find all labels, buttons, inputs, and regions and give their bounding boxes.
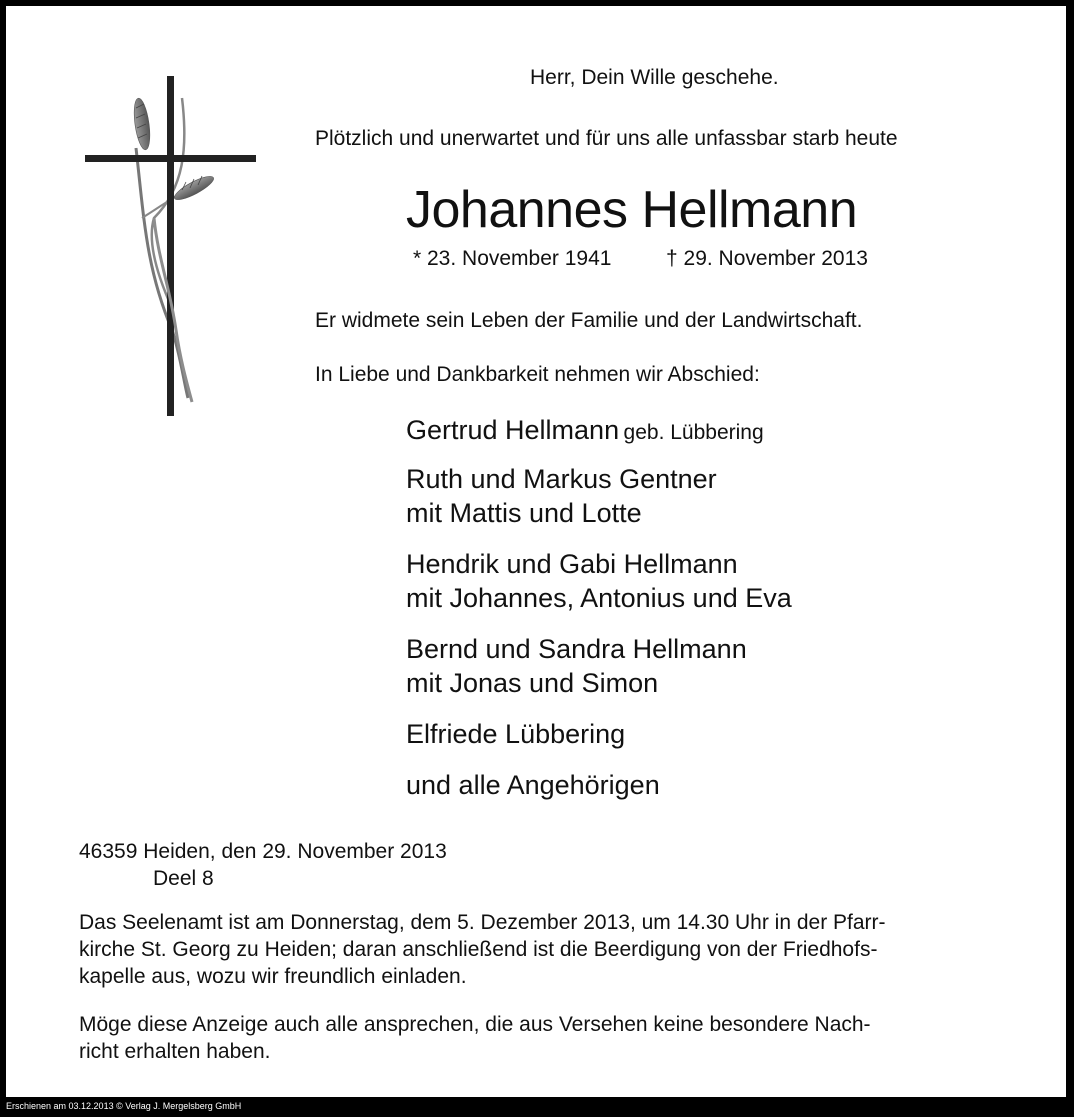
mourner-others: und alle Angehörigen — [406, 770, 660, 800]
service-line1: Das Seelenamt ist am Donnerstag, dem 5. Dezember 2013, um 14.30 Uhr in der Pfarr- — [79, 911, 886, 934]
mourner-bernd-line2: mit Jonas und Simon — [406, 668, 659, 698]
note-line2: richt erhalten haben. — [79, 1040, 271, 1063]
mourner-gertrud-maiden: geb. Lübbering — [623, 421, 764, 444]
death-date: † 29. November 2013 — [666, 247, 868, 270]
birth-date: * 23. November 1941 — [413, 247, 612, 270]
address-line2: Deel 8 — [153, 867, 214, 890]
mourner-gertrud-name: Gertrud Hellmann — [406, 415, 620, 445]
mourner-bernd-line1: Bernd und Sandra Hellmann — [406, 634, 747, 664]
intro-text: Plötzlich und unerwartet und für uns alle unfassbar starb heute — [315, 127, 898, 150]
farewell-text: In Liebe und Dankbarkeit nehmen wir Abschied: — [315, 363, 760, 386]
publication-footer: Erschienen am 03.12.2013 © Verlag J. Mergelsberg GmbH — [6, 1101, 242, 1111]
deceased-name: Johannes Hellmann — [406, 181, 858, 239]
service-line3: kapelle aus, wozu wir freundlich einladen. — [79, 965, 467, 988]
address-line1: 46359 Heiden, den 29. November 2013 — [79, 840, 447, 863]
note-line1: Möge diese Anzeige auch alle ansprechen, die aus Versehen keine besondere Nach- — [79, 1013, 871, 1036]
obituary-notice — [6, 6, 1066, 1097]
mourner-ruth-line1: Ruth und Markus Gentner — [406, 464, 717, 494]
mourner-gertrud — [406, 417, 764, 444]
mourner-ruth-line2: mit Mattis und Lotte — [406, 498, 642, 528]
mourner-hendrik-line1: Hendrik und Gabi Hellmann — [406, 549, 738, 579]
tribute-text: Er widmete sein Leben der Familie und der Landwirtschaft. — [315, 309, 863, 332]
cross-with-wheat-icon — [76, 68, 256, 420]
mourner-hendrik-line2: mit Johannes, Antonius und Eva — [406, 583, 792, 613]
service-line2: kirche St. Georg zu Heiden; daran anschließend ist die Beerdigung von der Friedhofs- — [79, 938, 878, 961]
motto: Herr, Dein Wille geschehe. — [530, 66, 779, 89]
mourner-elfriede: Elfriede Lübbering — [406, 719, 626, 749]
